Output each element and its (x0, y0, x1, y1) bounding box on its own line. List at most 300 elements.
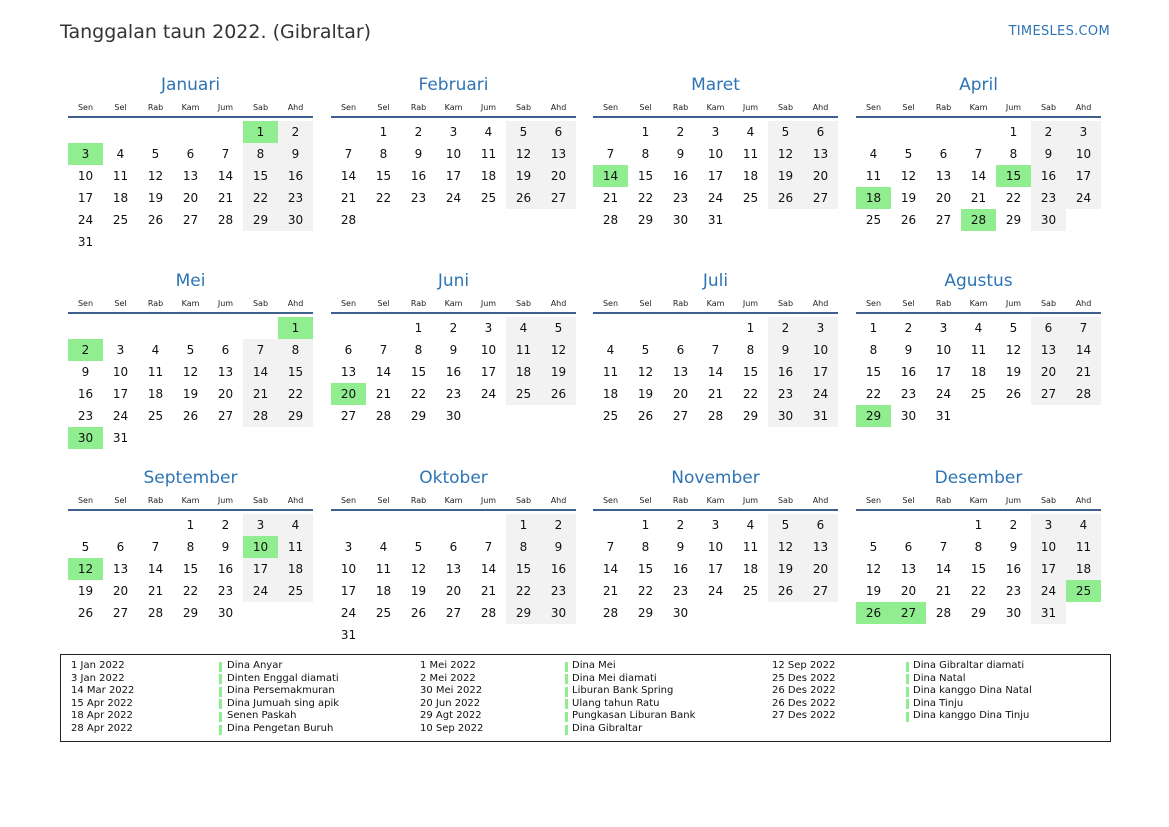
day-cell: 20 (803, 165, 838, 187)
weekday-label: Sab (252, 496, 269, 505)
day-cell: 22 (1005, 191, 1022, 205)
day-cell: 15 (375, 169, 392, 183)
day-cell: 21 (935, 584, 952, 598)
day-cell: 13 (112, 562, 129, 576)
day-cell: 2 (221, 518, 230, 532)
day-cell: 2 (278, 121, 313, 143)
legend-holiday-name: Dina Mei (572, 660, 616, 671)
day-cell: 10 (340, 562, 357, 576)
day-cell: 6 (676, 343, 685, 357)
legend-date: 12 Sep 2022 (772, 660, 836, 671)
day-cell: 12 (147, 169, 164, 183)
day-cell: 11 (480, 147, 497, 161)
weekday-label: Sen (865, 299, 882, 308)
day-cell: 5 (414, 540, 423, 554)
weekday-label: Sel (902, 299, 915, 308)
day-cell: 30 (445, 409, 462, 423)
day-cell: 12 (182, 365, 199, 379)
day-cell: 16 (672, 562, 689, 576)
day-cell: 30 (672, 213, 689, 227)
day-cell: 2 (1009, 518, 1018, 532)
day-cell: 6 (116, 540, 125, 554)
day-cell: 13 (541, 143, 576, 165)
day-cell: 18 (742, 169, 759, 183)
weekday-label: Jum (742, 496, 759, 505)
day-cell: 7 (379, 343, 388, 357)
day-cell: 22 (865, 387, 882, 401)
day-cell: 12 (768, 536, 803, 558)
weekday-label: Sab (777, 103, 794, 112)
day-cell: 28 (217, 213, 234, 227)
weekday-label: Sel (377, 299, 390, 308)
day-cell: 29 (410, 409, 427, 423)
day-cell: 18 (1066, 558, 1101, 580)
day-cell: 24 (112, 409, 129, 423)
weekday-label: Rab (410, 103, 427, 112)
day-cell: 5 (641, 343, 650, 357)
day-cell: 20 (1031, 361, 1066, 383)
day-cell: 14 (935, 562, 952, 576)
day-cell: 12 (865, 562, 882, 576)
day-cell: 23 (77, 409, 94, 423)
day-cell: 3 (1066, 121, 1101, 143)
day-cell: 19 (410, 584, 427, 598)
day-cell: 11 (112, 169, 129, 183)
legend-date: 29 Agt 2022 (420, 710, 482, 722)
holiday-day-cell: 26 (856, 602, 891, 624)
day-cell: 2 (676, 125, 685, 139)
day-cell: 1 (379, 125, 388, 139)
weekday-label: Jum (217, 103, 234, 112)
day-cell: 25 (278, 580, 313, 602)
day-cell: 5 (768, 514, 803, 536)
weekday-label: Sab (777, 299, 794, 308)
day-cell: 13 (935, 169, 952, 183)
day-cell: 29 (182, 606, 199, 620)
weekday-label: Sab (1040, 299, 1057, 308)
day-cell: 9 (221, 540, 230, 554)
day-cell: 24 (707, 584, 724, 598)
legend-date: 26 Des 2022 (772, 697, 836, 709)
legend-marker (219, 725, 222, 735)
day-cell: 27 (217, 409, 234, 423)
day-cell: 7 (711, 343, 720, 357)
day-cell: 15 (182, 562, 199, 576)
weekday-label: Ahd (1075, 103, 1092, 112)
day-cell: 26 (637, 409, 654, 423)
month-name: Mei (175, 271, 206, 291)
weekday-label: Rab (672, 299, 689, 308)
header-divider (856, 116, 1101, 118)
weekday-label: Kam (706, 299, 725, 308)
weekday-label: Jum (217, 299, 234, 308)
day-cell: 19 (541, 361, 576, 383)
weekday-header (331, 103, 576, 115)
day-cell: 23 (278, 187, 313, 209)
weekday-label: Jum (1005, 299, 1022, 308)
day-cell: 1 (641, 518, 650, 532)
legend-holiday-name: Dina kanggo Dina Tinju (913, 710, 1030, 722)
day-cell: 15 (637, 169, 654, 183)
day-cell: 1 (641, 125, 650, 139)
day-cell: 24 (1066, 187, 1101, 209)
legend-marker (906, 662, 909, 672)
day-cell: 16 (1005, 562, 1022, 576)
day-cell: 26 (410, 606, 427, 620)
day-cell: 29 (742, 409, 759, 423)
day-cell: 30 (541, 602, 576, 624)
legend-marker (565, 674, 568, 684)
day-cell: 30 (768, 405, 803, 427)
day-cell: 31 (935, 409, 952, 423)
day-cell: 13 (217, 365, 234, 379)
page-title: Tanggalan taun 2022. (Gibraltar) (60, 21, 372, 43)
day-cell: 18 (602, 387, 619, 401)
holiday-day-cell: 1 (243, 121, 278, 143)
day-cell: 14 (602, 562, 619, 576)
day-cell: 30 (278, 209, 313, 231)
weekday-label: Sab (1040, 496, 1057, 505)
day-cell: 27 (1031, 383, 1066, 405)
day-cell: 11 (506, 339, 541, 361)
month-name: Oktober (419, 468, 488, 488)
day-cell: 12 (1005, 343, 1022, 357)
day-cell: 14 (340, 169, 357, 183)
day-cell: 17 (480, 365, 497, 379)
day-cell: 14 (217, 169, 234, 183)
day-cell: 1 (746, 321, 755, 335)
day-cell: 22 (243, 187, 278, 209)
day-cell: 28 (935, 606, 952, 620)
day-cell: 8 (974, 540, 983, 554)
day-cell: 13 (803, 143, 838, 165)
day-cell: 24 (707, 191, 724, 205)
legend-date: 28 Apr 2022 (71, 723, 133, 734)
day-cell: 3 (449, 125, 458, 139)
day-cell: 9 (676, 540, 685, 554)
day-cell: 13 (340, 365, 357, 379)
day-cell: 27 (340, 409, 357, 423)
weekday-label: Sen (340, 299, 357, 308)
day-cell: 10 (480, 343, 497, 357)
weekday-label: Ahd (812, 299, 829, 308)
day-cell: 19 (77, 584, 94, 598)
day-cell: 6 (344, 343, 353, 357)
day-cell: 19 (900, 191, 917, 205)
legend-marker (906, 687, 909, 697)
day-cell: 6 (939, 147, 948, 161)
day-cell: 1 (186, 518, 195, 532)
holiday-day-cell: 29 (856, 405, 891, 427)
day-cell: 25 (506, 383, 541, 405)
weekday-label: Sab (1040, 103, 1057, 112)
day-cell: 7 (151, 540, 160, 554)
holiday-day-cell: 3 (68, 143, 103, 165)
weekday-label: Jum (480, 103, 497, 112)
legend-marker (906, 674, 909, 684)
day-cell: 12 (637, 365, 654, 379)
weekday-label: Ahd (812, 496, 829, 505)
day-cell: 15 (278, 361, 313, 383)
day-cell: 26 (77, 606, 94, 620)
day-cell: 11 (147, 365, 164, 379)
day-cell: 15 (410, 365, 427, 379)
day-cell: 9 (414, 147, 423, 161)
day-cell: 31 (340, 628, 357, 642)
weekday-label: Sen (340, 496, 357, 505)
weekday-label: Kam (181, 299, 200, 308)
day-cell: 21 (1066, 361, 1101, 383)
day-cell: 2 (449, 321, 458, 335)
day-cell: 22 (375, 191, 392, 205)
day-cell: 30 (1031, 209, 1066, 231)
day-cell: 24 (445, 191, 462, 205)
legend-marker (219, 712, 222, 722)
day-cell: 28 (707, 409, 724, 423)
day-cell: 16 (1031, 165, 1066, 187)
day-cell: 6 (186, 147, 195, 161)
weekday-label: Kam (969, 103, 988, 112)
day-cell: 6 (221, 343, 230, 357)
day-cell: 3 (711, 125, 720, 139)
day-cell: 3 (484, 321, 493, 335)
day-cell: 3 (116, 343, 125, 357)
day-cell: 21 (340, 191, 357, 205)
day-cell: 23 (900, 387, 917, 401)
day-cell: 4 (606, 343, 615, 357)
day-cell: 23 (217, 584, 234, 598)
weekday-label: Sab (515, 496, 532, 505)
day-cell: 24 (243, 580, 278, 602)
weekday-label: Kam (181, 103, 200, 112)
day-cell: 20 (935, 191, 952, 205)
day-cell: 19 (506, 165, 541, 187)
legend-marker (565, 725, 568, 735)
day-cell: 20 (445, 584, 462, 598)
day-cell: 8 (414, 343, 423, 357)
day-cell: 15 (506, 558, 541, 580)
day-cell: 7 (974, 147, 983, 161)
day-cell: 10 (112, 365, 129, 379)
day-cell: 21 (147, 584, 164, 598)
day-cell: 27 (541, 187, 576, 209)
holiday-day-cell: 18 (856, 187, 891, 209)
day-cell: 1 (1009, 125, 1018, 139)
month-name: Juli (702, 271, 729, 291)
legend-holiday-name: Dina Mei diamati (572, 672, 657, 684)
day-cell: 17 (243, 558, 278, 580)
day-cell: 22 (970, 584, 987, 598)
day-cell: 18 (742, 562, 759, 576)
day-cell: 24 (803, 383, 838, 405)
day-cell: 7 (606, 147, 615, 161)
day-cell: 1 (974, 518, 983, 532)
weekday-label: Sen (602, 103, 619, 112)
day-cell: 16 (900, 365, 917, 379)
day-cell: 16 (217, 562, 234, 576)
day-cell: 2 (541, 514, 576, 536)
day-cell: 21 (602, 191, 619, 205)
day-cell: 5 (869, 540, 878, 554)
day-cell: 24 (1031, 580, 1066, 602)
day-cell: 18 (480, 169, 497, 183)
weekday-label: Kam (444, 299, 463, 308)
header-divider (331, 509, 576, 511)
day-cell: 20 (182, 191, 199, 205)
day-cell: 16 (278, 165, 313, 187)
day-cell: 3 (939, 321, 948, 335)
holiday-day-cell: 12 (68, 558, 103, 580)
weekday-label: Ahd (550, 299, 567, 308)
day-cell: 30 (900, 409, 917, 423)
day-cell: 4 (379, 540, 388, 554)
weekday-label: Kam (969, 496, 988, 505)
weekday-label: Sel (114, 496, 127, 505)
header-divider (593, 312, 838, 314)
month-name: Maret (691, 75, 740, 95)
header-divider (856, 509, 1101, 511)
day-cell: 20 (672, 387, 689, 401)
holiday-day-cell: 1 (278, 317, 313, 339)
day-cell: 22 (278, 383, 313, 405)
day-cell: 23 (1031, 187, 1066, 209)
day-cell: 24 (340, 606, 357, 620)
weekday-label: Ahd (287, 496, 304, 505)
day-cell: 7 (221, 147, 230, 161)
legend-holiday-name: Liburan Bank Spring (572, 685, 674, 697)
legend-marker (219, 687, 222, 697)
day-cell: 21 (602, 584, 619, 598)
legend-holiday-name: Pungkasan Liburan Bank (572, 710, 696, 722)
day-cell: 24 (77, 213, 94, 227)
day-cell: 25 (147, 409, 164, 423)
weekday-label: Sel (639, 496, 652, 505)
weekday-label: Sel (902, 103, 915, 112)
legend-date: 27 Des 2022 (772, 710, 836, 722)
day-cell: 17 (445, 169, 462, 183)
day-cell: 31 (112, 431, 129, 445)
weekday-label: Sen (340, 103, 357, 112)
day-cell: 13 (672, 365, 689, 379)
day-cell: 3 (711, 518, 720, 532)
header-divider (593, 116, 838, 118)
weekday-label: Jum (217, 496, 234, 505)
day-cell: 6 (803, 121, 838, 143)
day-cell: 22 (742, 387, 759, 401)
day-cell: 26 (147, 213, 164, 227)
day-cell: 21 (970, 191, 987, 205)
day-cell: 26 (1005, 387, 1022, 401)
day-cell: 31 (1031, 602, 1066, 624)
legend-holiday-name: Dina Tinju (913, 697, 964, 709)
day-cell: 28 (1066, 383, 1101, 405)
day-cell: 15 (243, 165, 278, 187)
day-cell: 6 (541, 121, 576, 143)
legend-date: 18 Apr 2022 (71, 710, 133, 722)
day-cell: 21 (480, 584, 497, 598)
day-cell: 6 (449, 540, 458, 554)
day-cell: 30 (1005, 606, 1022, 620)
day-cell: 22 (506, 580, 541, 602)
weekday-label: Sel (902, 496, 915, 505)
day-cell: 19 (865, 584, 882, 598)
day-cell: 29 (506, 602, 541, 624)
day-cell: 9 (278, 143, 313, 165)
day-cell: 15 (865, 365, 882, 379)
legend-marker (219, 662, 222, 672)
month-name: Februari (418, 75, 489, 95)
day-cell: 6 (904, 540, 913, 554)
day-cell: 13 (445, 562, 462, 576)
day-cell: 11 (278, 536, 313, 558)
legend-marker (565, 699, 568, 709)
day-cell: 28 (375, 409, 392, 423)
month-name: November (671, 468, 760, 488)
day-cell: 24 (935, 387, 952, 401)
day-cell: 29 (243, 209, 278, 231)
weekday-label: Kam (706, 103, 725, 112)
day-cell: 27 (182, 213, 199, 227)
weekday-label: Sab (777, 496, 794, 505)
day-cell: 18 (112, 191, 129, 205)
legend-holiday-name: Dina Natal (913, 672, 966, 684)
brand-link[interactable]: TIMESLES.COM (1008, 24, 1110, 39)
day-cell: 9 (1009, 540, 1018, 554)
day-cell: 13 (803, 536, 838, 558)
day-cell: 23 (1005, 584, 1022, 598)
day-cell: 25 (602, 409, 619, 423)
day-cell: 16 (410, 169, 427, 183)
day-cell: 27 (935, 213, 952, 227)
weekday-header (593, 103, 838, 115)
legend-marker (219, 699, 222, 709)
day-cell: 26 (768, 187, 803, 209)
day-cell: 14 (243, 361, 278, 383)
legend-marker (906, 712, 909, 722)
day-cell: 13 (182, 169, 199, 183)
day-cell: 4 (974, 321, 983, 335)
weekday-header (331, 496, 576, 508)
day-cell: 8 (186, 540, 195, 554)
day-cell: 10 (935, 343, 952, 357)
legend-date: 20 Jun 2022 (420, 697, 481, 709)
day-cell: 12 (541, 339, 576, 361)
weekday-label: Ahd (550, 103, 567, 112)
day-cell: 11 (1066, 536, 1101, 558)
weekday-label: Sel (639, 103, 652, 112)
day-cell: 14 (1066, 339, 1101, 361)
legend-holiday-name: Senen Paskah (227, 710, 297, 722)
month-name: Januari (160, 75, 221, 95)
header-divider (68, 509, 313, 511)
day-cell: 28 (243, 405, 278, 427)
legend-date: 10 Sep 2022 (420, 723, 484, 734)
day-cell: 25 (375, 606, 392, 620)
weekday-label: Jum (480, 299, 497, 308)
day-cell: 28 (340, 213, 357, 227)
legend-holiday-name: Dina Jumuah sing apik (227, 697, 340, 709)
day-cell: 18 (147, 387, 164, 401)
weekday-label: Sab (515, 103, 532, 112)
day-cell: 28 (147, 606, 164, 620)
day-cell: 5 (506, 121, 541, 143)
day-cell: 5 (151, 147, 160, 161)
day-cell: 4 (746, 518, 755, 532)
day-cell: 9 (449, 343, 458, 357)
day-cell: 7 (1066, 317, 1101, 339)
header-divider (856, 312, 1101, 314)
day-cell: 19 (1005, 365, 1022, 379)
